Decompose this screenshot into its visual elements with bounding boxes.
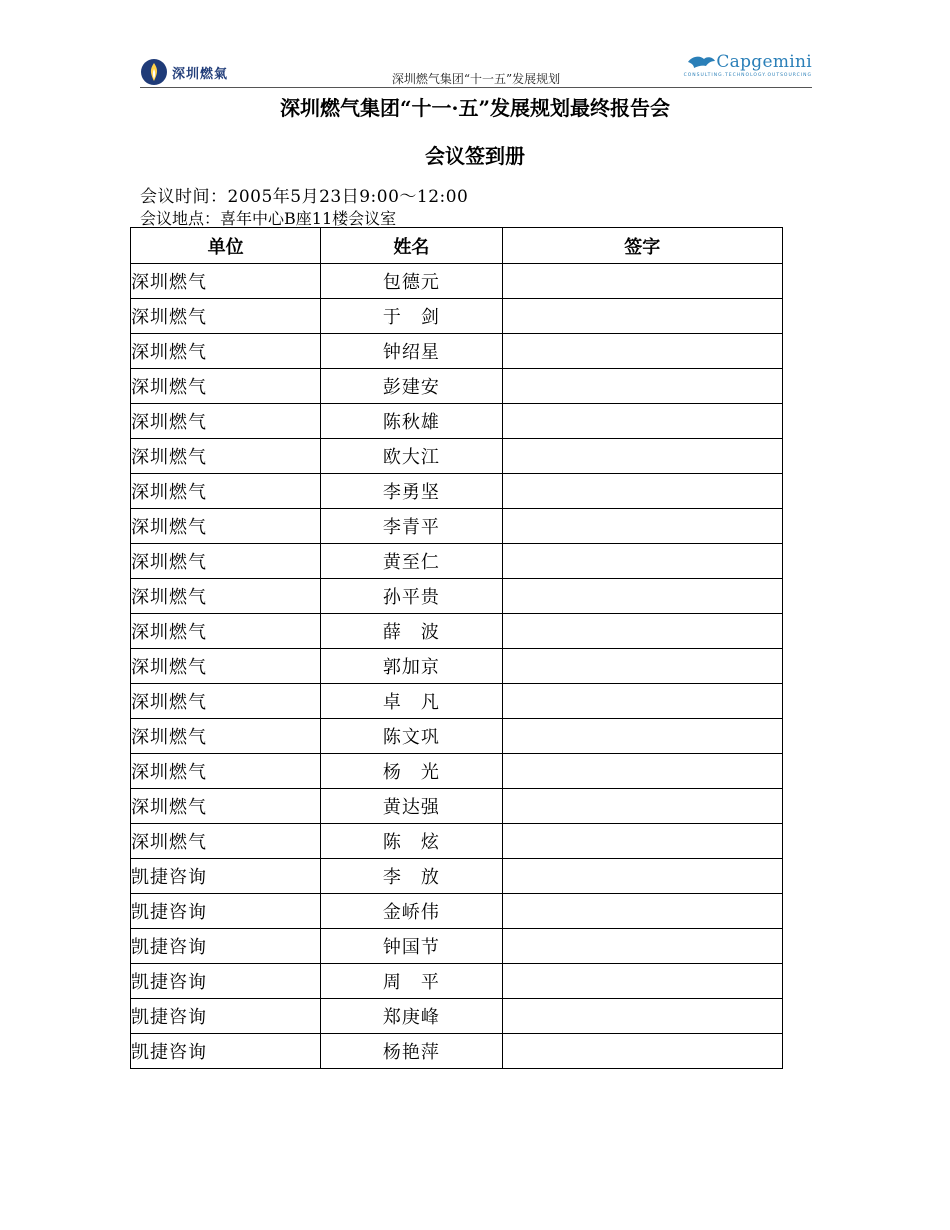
cell-unit: 深圳燃气 xyxy=(131,334,321,369)
table-row xyxy=(131,579,783,614)
spade-logo-icon xyxy=(686,54,716,70)
cell-unit: 深圳燃气 xyxy=(131,614,321,649)
cell-unit: 深圳燃气 xyxy=(131,754,321,789)
cell-signature[interactable] xyxy=(502,404,782,439)
cell-signature[interactable] xyxy=(502,439,782,474)
cell-unit: 深圳燃气 xyxy=(131,299,321,334)
cell-unit: 深圳燃气 xyxy=(131,719,321,754)
cell-signature[interactable] xyxy=(502,964,782,999)
cell-name: 杨 光 xyxy=(321,754,502,789)
cell-unit: 凯捷咨询 xyxy=(131,999,321,1034)
cell-unit: 凯捷咨询 xyxy=(131,929,321,964)
cell-signature[interactable] xyxy=(502,544,782,579)
signin-table xyxy=(130,227,783,1069)
cell-name: 钟国节 xyxy=(321,929,502,964)
header-name: 姓名 xyxy=(321,228,502,264)
cell-unit: 深圳燃气 xyxy=(131,404,321,439)
table-row xyxy=(131,754,783,789)
cell-signature[interactable] xyxy=(502,789,782,824)
cell-signature[interactable] xyxy=(502,369,782,404)
cell-unit: 深圳燃气 xyxy=(131,824,321,859)
table-row xyxy=(131,999,783,1034)
cell-name: 李 放 xyxy=(321,859,502,894)
document-title: 深圳燃气集团“十一·五”发展规划最终报告会 xyxy=(280,96,670,120)
cell-name: 包德元 xyxy=(321,264,502,299)
cell-unit: 深圳燃气 xyxy=(131,579,321,614)
cell-unit: 深圳燃气 xyxy=(131,369,321,404)
cell-signature[interactable] xyxy=(502,824,782,859)
cell-signature[interactable] xyxy=(502,894,782,929)
cell-unit: 深圳燃气 xyxy=(131,684,321,719)
cell-name: 陈秋雄 xyxy=(321,404,502,439)
meeting-place: 会议地点：喜年中心B座11楼会议室 xyxy=(140,209,397,228)
header-title: 深圳燃气集团“十一五”发展规划 xyxy=(391,72,561,86)
cell-signature[interactable] xyxy=(502,579,782,614)
cell-name: 薛 波 xyxy=(321,614,502,649)
table-row xyxy=(131,474,783,509)
cell-name: 陈 炫 xyxy=(321,824,502,859)
table-row xyxy=(131,859,783,894)
table-row xyxy=(131,649,783,684)
cell-name: 欧大江 xyxy=(321,439,502,474)
cell-name: 郭加京 xyxy=(321,649,502,684)
capgemini-logo xyxy=(684,52,812,78)
table-body xyxy=(131,264,783,1069)
table-row xyxy=(131,894,783,929)
header-sign: 签字 xyxy=(502,228,782,264)
cell-signature[interactable] xyxy=(502,299,782,334)
cell-name: 李青平 xyxy=(321,509,502,544)
cell-unit: 凯捷咨询 xyxy=(131,859,321,894)
cell-name: 金峤伟 xyxy=(321,894,502,929)
table-header-row xyxy=(131,228,783,264)
logo-left-text: 深圳燃氣 xyxy=(172,66,229,82)
table-row xyxy=(131,789,783,824)
cell-unit: 深圳燃气 xyxy=(131,474,321,509)
cell-name: 周 平 xyxy=(321,964,502,999)
cell-name: 李勇坚 xyxy=(321,474,502,509)
cell-signature[interactable] xyxy=(502,929,782,964)
cell-signature[interactable] xyxy=(502,614,782,649)
table-row xyxy=(131,614,783,649)
cell-name: 孙平贵 xyxy=(321,579,502,614)
table-row xyxy=(131,964,783,999)
cell-signature[interactable] xyxy=(502,334,782,369)
cell-name: 陈文巩 xyxy=(321,719,502,754)
header-divider xyxy=(140,87,812,88)
cell-signature[interactable] xyxy=(502,719,782,754)
cell-signature[interactable] xyxy=(502,649,782,684)
cell-name: 杨艳萍 xyxy=(321,1034,502,1069)
table-row xyxy=(131,404,783,439)
cell-unit: 深圳燃气 xyxy=(131,789,321,824)
cell-unit: 凯捷咨询 xyxy=(131,1034,321,1069)
table-row xyxy=(131,544,783,579)
table-row xyxy=(131,684,783,719)
cell-unit: 深圳燃气 xyxy=(131,509,321,544)
cell-name: 彭建安 xyxy=(321,369,502,404)
cell-unit: 凯捷咨询 xyxy=(131,964,321,999)
table-row xyxy=(131,824,783,859)
document-subtitle: 会议签到册 xyxy=(425,144,525,168)
cell-signature[interactable] xyxy=(502,264,782,299)
table-row xyxy=(131,369,783,404)
cell-signature[interactable] xyxy=(502,859,782,894)
cell-unit: 深圳燃气 xyxy=(131,649,321,684)
cell-unit: 凯捷咨询 xyxy=(131,894,321,929)
cell-unit: 深圳燃气 xyxy=(131,439,321,474)
capgemini-brand: Capgemini xyxy=(716,52,812,72)
table-row xyxy=(131,439,783,474)
meeting-time: 会议时间：2005年5月23日9:00～12:00 xyxy=(140,187,469,207)
table-row xyxy=(131,719,783,754)
table-row xyxy=(131,299,783,334)
cell-signature[interactable] xyxy=(502,999,782,1034)
table-row xyxy=(131,509,783,544)
cell-unit: 深圳燃气 xyxy=(131,264,321,299)
cell-name: 钟绍星 xyxy=(321,334,502,369)
cell-name: 于 剑 xyxy=(321,299,502,334)
cell-unit: 深圳燃气 xyxy=(131,544,321,579)
table-row xyxy=(131,1034,783,1069)
cell-signature[interactable] xyxy=(502,474,782,509)
cell-name: 郑庚峰 xyxy=(321,999,502,1034)
cell-signature[interactable] xyxy=(502,754,782,789)
page-header xyxy=(140,52,812,92)
cell-signature[interactable] xyxy=(502,1034,782,1069)
cell-signature[interactable] xyxy=(502,684,782,719)
cell-name: 黄至仁 xyxy=(321,544,502,579)
header-unit: 单位 xyxy=(131,228,321,264)
table-row xyxy=(131,264,783,299)
table-row xyxy=(131,929,783,964)
cell-name: 卓 凡 xyxy=(321,684,502,719)
cell-signature[interactable] xyxy=(502,509,782,544)
cell-name: 黄达强 xyxy=(321,789,502,824)
capgemini-tagline: CONSULTING.TECHNOLOGY.OUTSOURCING xyxy=(683,73,812,78)
table-row xyxy=(131,334,783,369)
